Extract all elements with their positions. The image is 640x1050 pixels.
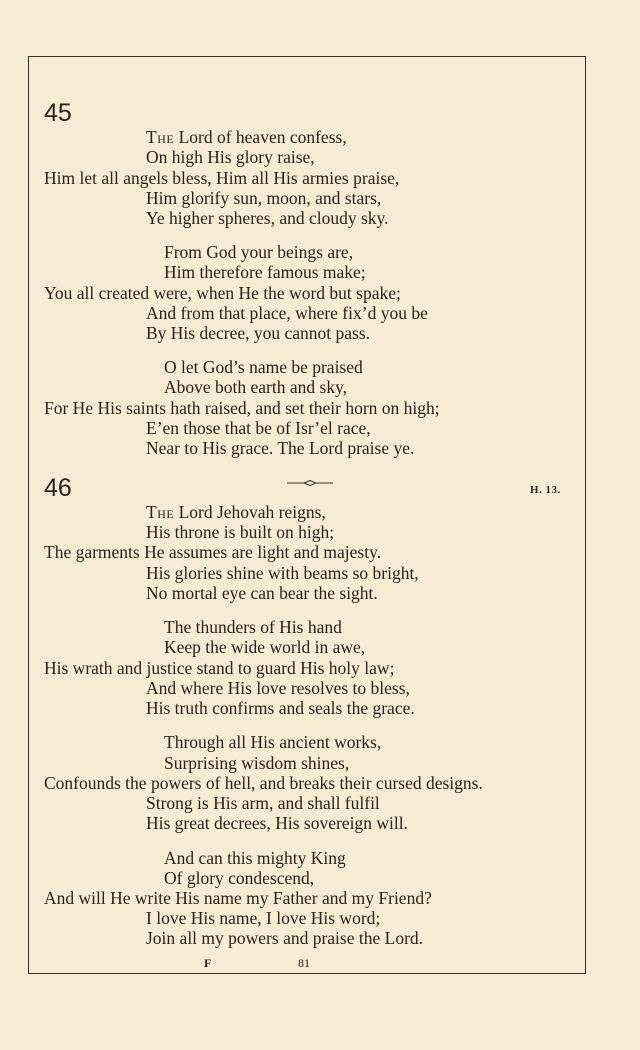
hymn46-s4-l4: I love His name, I love His word;	[146, 908, 381, 928]
hymn46-s1-l5: No mortal eye can bear the sight.	[146, 583, 378, 603]
hymn46-s3-l5: His great decrees, His sovereign will.	[146, 813, 408, 833]
hymn45-s3-l3: For He His saints hath raised, and set their horn on high;	[44, 398, 440, 418]
hymn45-s1-l5: Ye higher spheres, and cloudy sky.	[146, 208, 389, 228]
hymn46-s3-l3: Confounds the powers of hell, and breaks their cursed designs.	[44, 773, 483, 793]
hymn46-s1-l1-rest: Lord Jehovah reigns,	[174, 502, 326, 522]
hymn46-s1-l1-first-word: The	[146, 502, 175, 522]
section-divider	[287, 480, 333, 486]
hymn46-s1-l3: The garments He assumes are light and majesty.	[44, 542, 382, 562]
hymn46-s4-l5: Join all my powers and praise the Lord.	[146, 928, 424, 948]
hymn45-s3-l1: O let God’s name be praised	[164, 357, 363, 377]
hymn46-s2-l5: His truth confirms and seals the grace.	[146, 698, 415, 718]
tune-reference: H. 13.	[530, 484, 561, 496]
hymn45-s3-l2: Above both earth and sky,	[164, 377, 348, 397]
hymn45-s1-l3: Him let all angels bless, Him all His armies praise,	[44, 168, 400, 188]
hymn45-s2-l4: And from that place, where fix’d you be	[146, 303, 428, 323]
hymn46-s3-l4: Strong is His arm, and shall fulfil	[146, 793, 380, 813]
hymn45-s3-l5: Near to His grace. The Lord praise ye.	[146, 438, 415, 458]
hymn45-s1-l1	[146, 129, 347, 147]
hymn45-s1-l1-rest: Lord of heaven confess,	[174, 127, 347, 147]
signature-mark: F	[204, 956, 212, 970]
hymn45-s1-l4: Him glorify sun, moon, and stars,	[146, 188, 382, 208]
hymn45-s1-l2: On high His glory raise,	[146, 147, 315, 167]
hymn46-s1-l2: His throne is built on high;	[146, 522, 335, 542]
hymn46-s4-l2: Of glory condescend,	[164, 868, 315, 888]
hymn45-s2-l5: By His decree, you cannot pass.	[146, 323, 371, 343]
page-number: 81	[298, 956, 310, 970]
hymn45-s1-l1-first-word: The	[146, 127, 175, 147]
hymn45-s2-l2: Him therefore famous make;	[164, 262, 366, 282]
hymn46-s1-l4: His glories shine with beams so bright,	[146, 563, 419, 583]
hymn-number-45: 45	[44, 99, 72, 127]
hymn46-s2-l1: The thunders of His hand	[164, 617, 342, 637]
hymn45-s3-l4: E’en those that be of Isr’el race,	[146, 418, 371, 438]
hymn46-s4-l3: And will He write His name my Father and my Friend?	[44, 888, 432, 908]
hymn46-s2-l2: Keep the wide world in awe,	[164, 637, 366, 657]
hymn45-s2-l1: From God your beings are,	[164, 242, 354, 262]
hymn46-s1-l1	[146, 504, 326, 522]
hymn-number-46: 46	[44, 474, 72, 502]
hymn46-s3-l1: Through all His ancient works,	[164, 732, 382, 752]
hymn46-s3-l2: Surprising wisdom shines,	[164, 753, 350, 773]
hymn45-s2-l3: You all created were, when He the word but spake;	[44, 283, 401, 303]
hymn46-s2-l3: His wrath and justice stand to guard His holy law;	[44, 658, 395, 678]
hymn46-s2-l4: And where His love resolves to bless,	[146, 678, 410, 698]
hymn46-s4-l1: And can this mighty King	[164, 848, 346, 868]
